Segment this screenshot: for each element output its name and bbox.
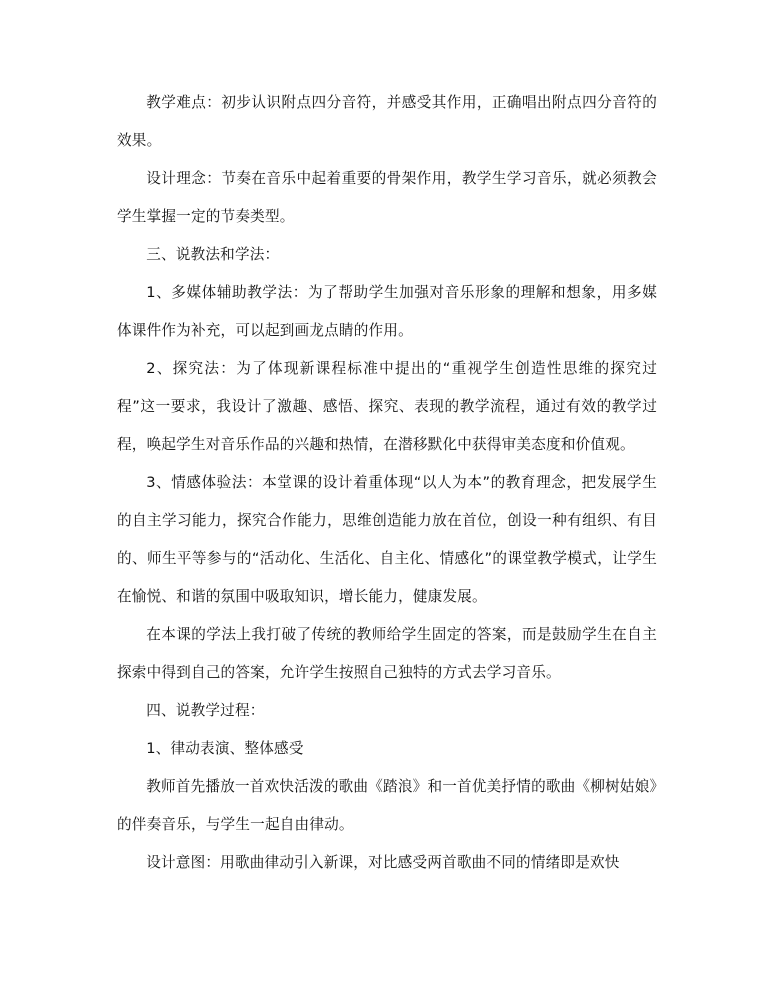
heading-teaching-methods: 三、说教法和学法： [146,246,280,263]
paragraph-inquiry-method: 2、探究法：为了体现新课程标准中提出的“重视学生创造性思维的探究过程”这一要求，我设计了激趣、感悟、探究、表现的教学流程，通过有效的教学过程，唤起学生对音乐作品的兴趣和热情，在潜移默化中获得审美态度和价值观。 [117,360,657,453]
heading-teaching-process: 四、说教学过程： [146,702,265,719]
paragraph-teacher-plays-music: 教师首先播放一首欢快活泼的歌曲《踏浪》和一首优美抒情的歌曲《柳树姑娘》的伴奏音乐，与学生一起自由律动。 [117,778,657,833]
paragraph-emotional-experience-method: 3、情感体验法：本堂课的设计着重体现“以人为本”的教育理念，把发展学生的自主学习能力，探究合作能力，思维创造能力放在首位，创设一种有组织、有目的、师生平等参与的“活动化、生活化、自主化、情感化”的课堂教学模式，让学生在愉悦、和谐的氛围中吸取知识，增长能力，健康发展。 [117,474,657,605]
paragraph-design-intent: 设计意图：用歌曲律动引入新课，对比感受两首歌曲不同的情绪即是欢快 [146,854,620,871]
paragraph-teaching-difficulty: 教学难点：初步认识附点四分音符，并感受其作用，正确唱出附点四分音符的效果。 [117,94,657,149]
paragraph-design-concept: 设计理念：节奏在音乐中起着重要的骨架作用，教学生学习音乐，就必须教会学生掌握一定的节奏类型。 [117,170,657,225]
document-body [117,84,657,882]
paragraph-learning-method: 在本课的学法上我打破了传统的教师给学生固定的答案，而是鼓励学生在自主探索中得到自己的答案，允许学生按照自己独特的方式去学习音乐。 [117,626,657,681]
paragraph-multimedia-method: 1、多媒体辅助教学法：为了帮助学生加强对音乐形象的理解和想象，用多媒体课件作为补充，可以起到画龙点睛的作用。 [117,284,657,339]
subheading-rhythm-performance: 1、律动表演、整体感受 [146,740,304,757]
